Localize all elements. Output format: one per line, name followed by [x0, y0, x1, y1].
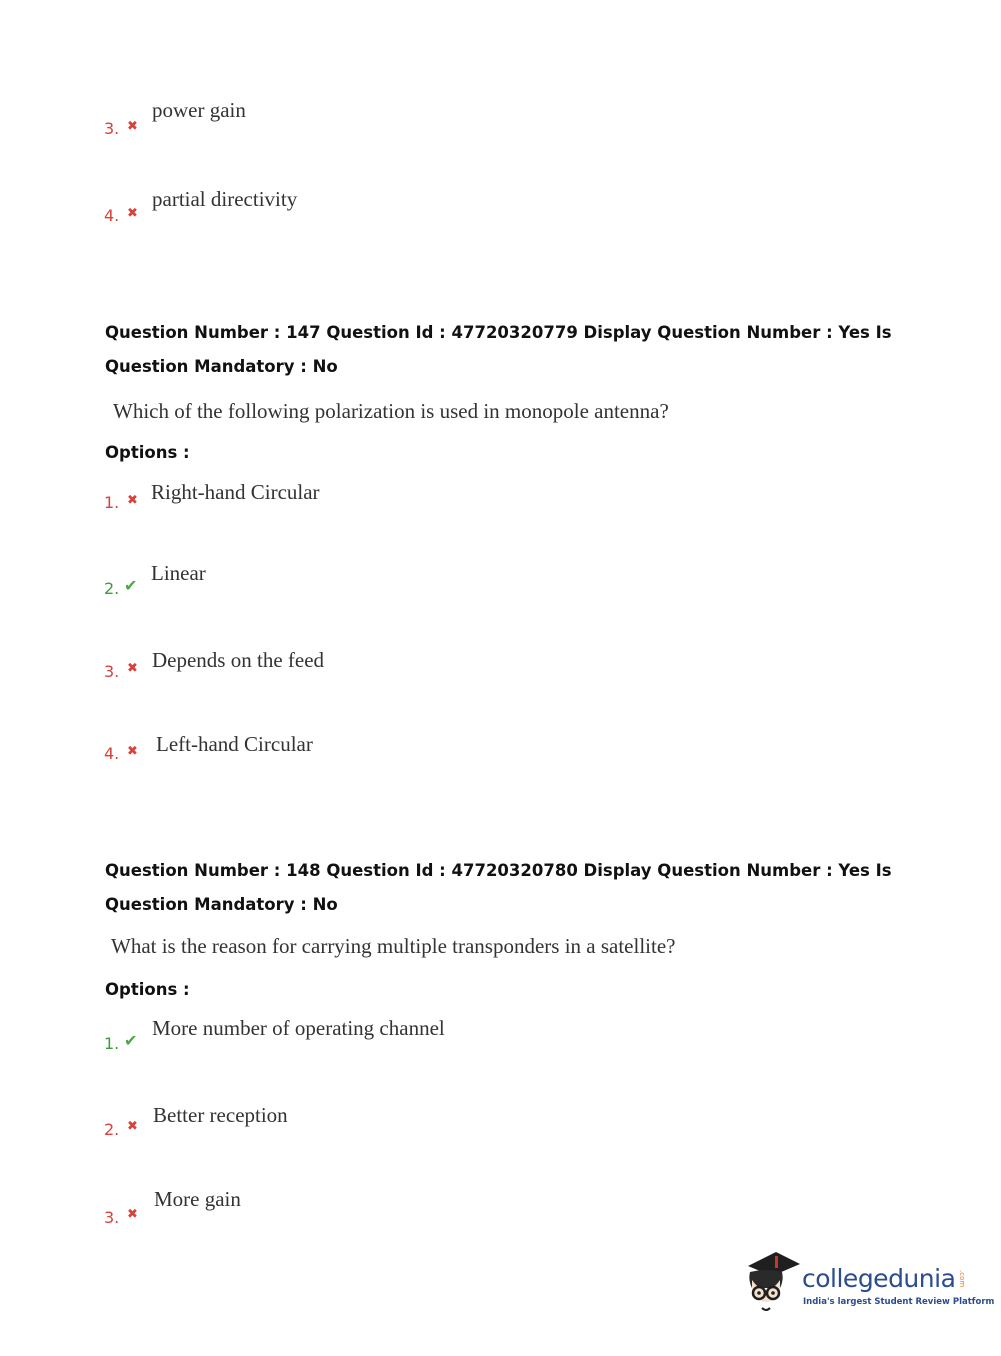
- check-icon: ✔: [124, 1031, 138, 1050]
- check-icon: ✔: [124, 576, 138, 595]
- option-text: partial directivity: [152, 187, 298, 211]
- cross-icon: ✖: [127, 1119, 138, 1134]
- question-header: Question Number : 148 Question Id : 47720320780 Display Question Number : Yes Is Question Mandatory : No: [105, 861, 892, 914]
- option-number: 4.: [104, 206, 120, 225]
- logo-wordmark: collegedunia: [802, 1264, 956, 1293]
- option-number: 2.: [104, 1120, 120, 1139]
- option-number: 1.: [104, 1034, 120, 1053]
- cross-icon: ✖: [127, 744, 138, 759]
- question-text: Which of the following polarization is used in monopole antenna?: [113, 399, 669, 423]
- question-text: What is the reason for carrying multiple transponders in a satellite?: [111, 934, 676, 958]
- cross-icon: ✖: [127, 661, 138, 676]
- option-text: Linear: [151, 561, 206, 585]
- option-number: 1.: [104, 493, 120, 512]
- option-text: Depends on the feed: [152, 648, 325, 672]
- question-header: Question Number : 147 Question Id : 47720320779 Display Question Number : Yes Is Question Mandatory : No: [105, 323, 892, 376]
- option-number: 3.: [104, 662, 120, 681]
- option-text: Better reception: [153, 1103, 288, 1127]
- options-label: Options :: [105, 980, 190, 999]
- option-text: More gain: [154, 1187, 241, 1211]
- option-number: 3.: [104, 119, 120, 138]
- option-text: power gain: [152, 98, 246, 122]
- mascot-icon: [742, 1250, 800, 1320]
- cross-icon: ✖: [127, 206, 138, 221]
- cross-icon: ✖: [127, 119, 138, 134]
- logo-domain-suffix: .com: [958, 1270, 966, 1288]
- option-text: Left-hand Circular: [156, 732, 313, 756]
- logo-tagline: India's largest Student Review Platform: [803, 1297, 995, 1307]
- option-number: 4.: [104, 744, 120, 763]
- option-number: 2.: [104, 579, 120, 598]
- options-label: Options :: [105, 443, 190, 462]
- option-text: Right-hand Circular: [151, 480, 320, 504]
- option-number: 3.: [104, 1208, 120, 1227]
- option-text: More number of operating channel: [152, 1016, 445, 1040]
- collegedunia-logo[interactable]: [742, 1250, 995, 1320]
- cross-icon: ✖: [127, 1207, 138, 1222]
- cross-icon: ✖: [127, 493, 138, 508]
